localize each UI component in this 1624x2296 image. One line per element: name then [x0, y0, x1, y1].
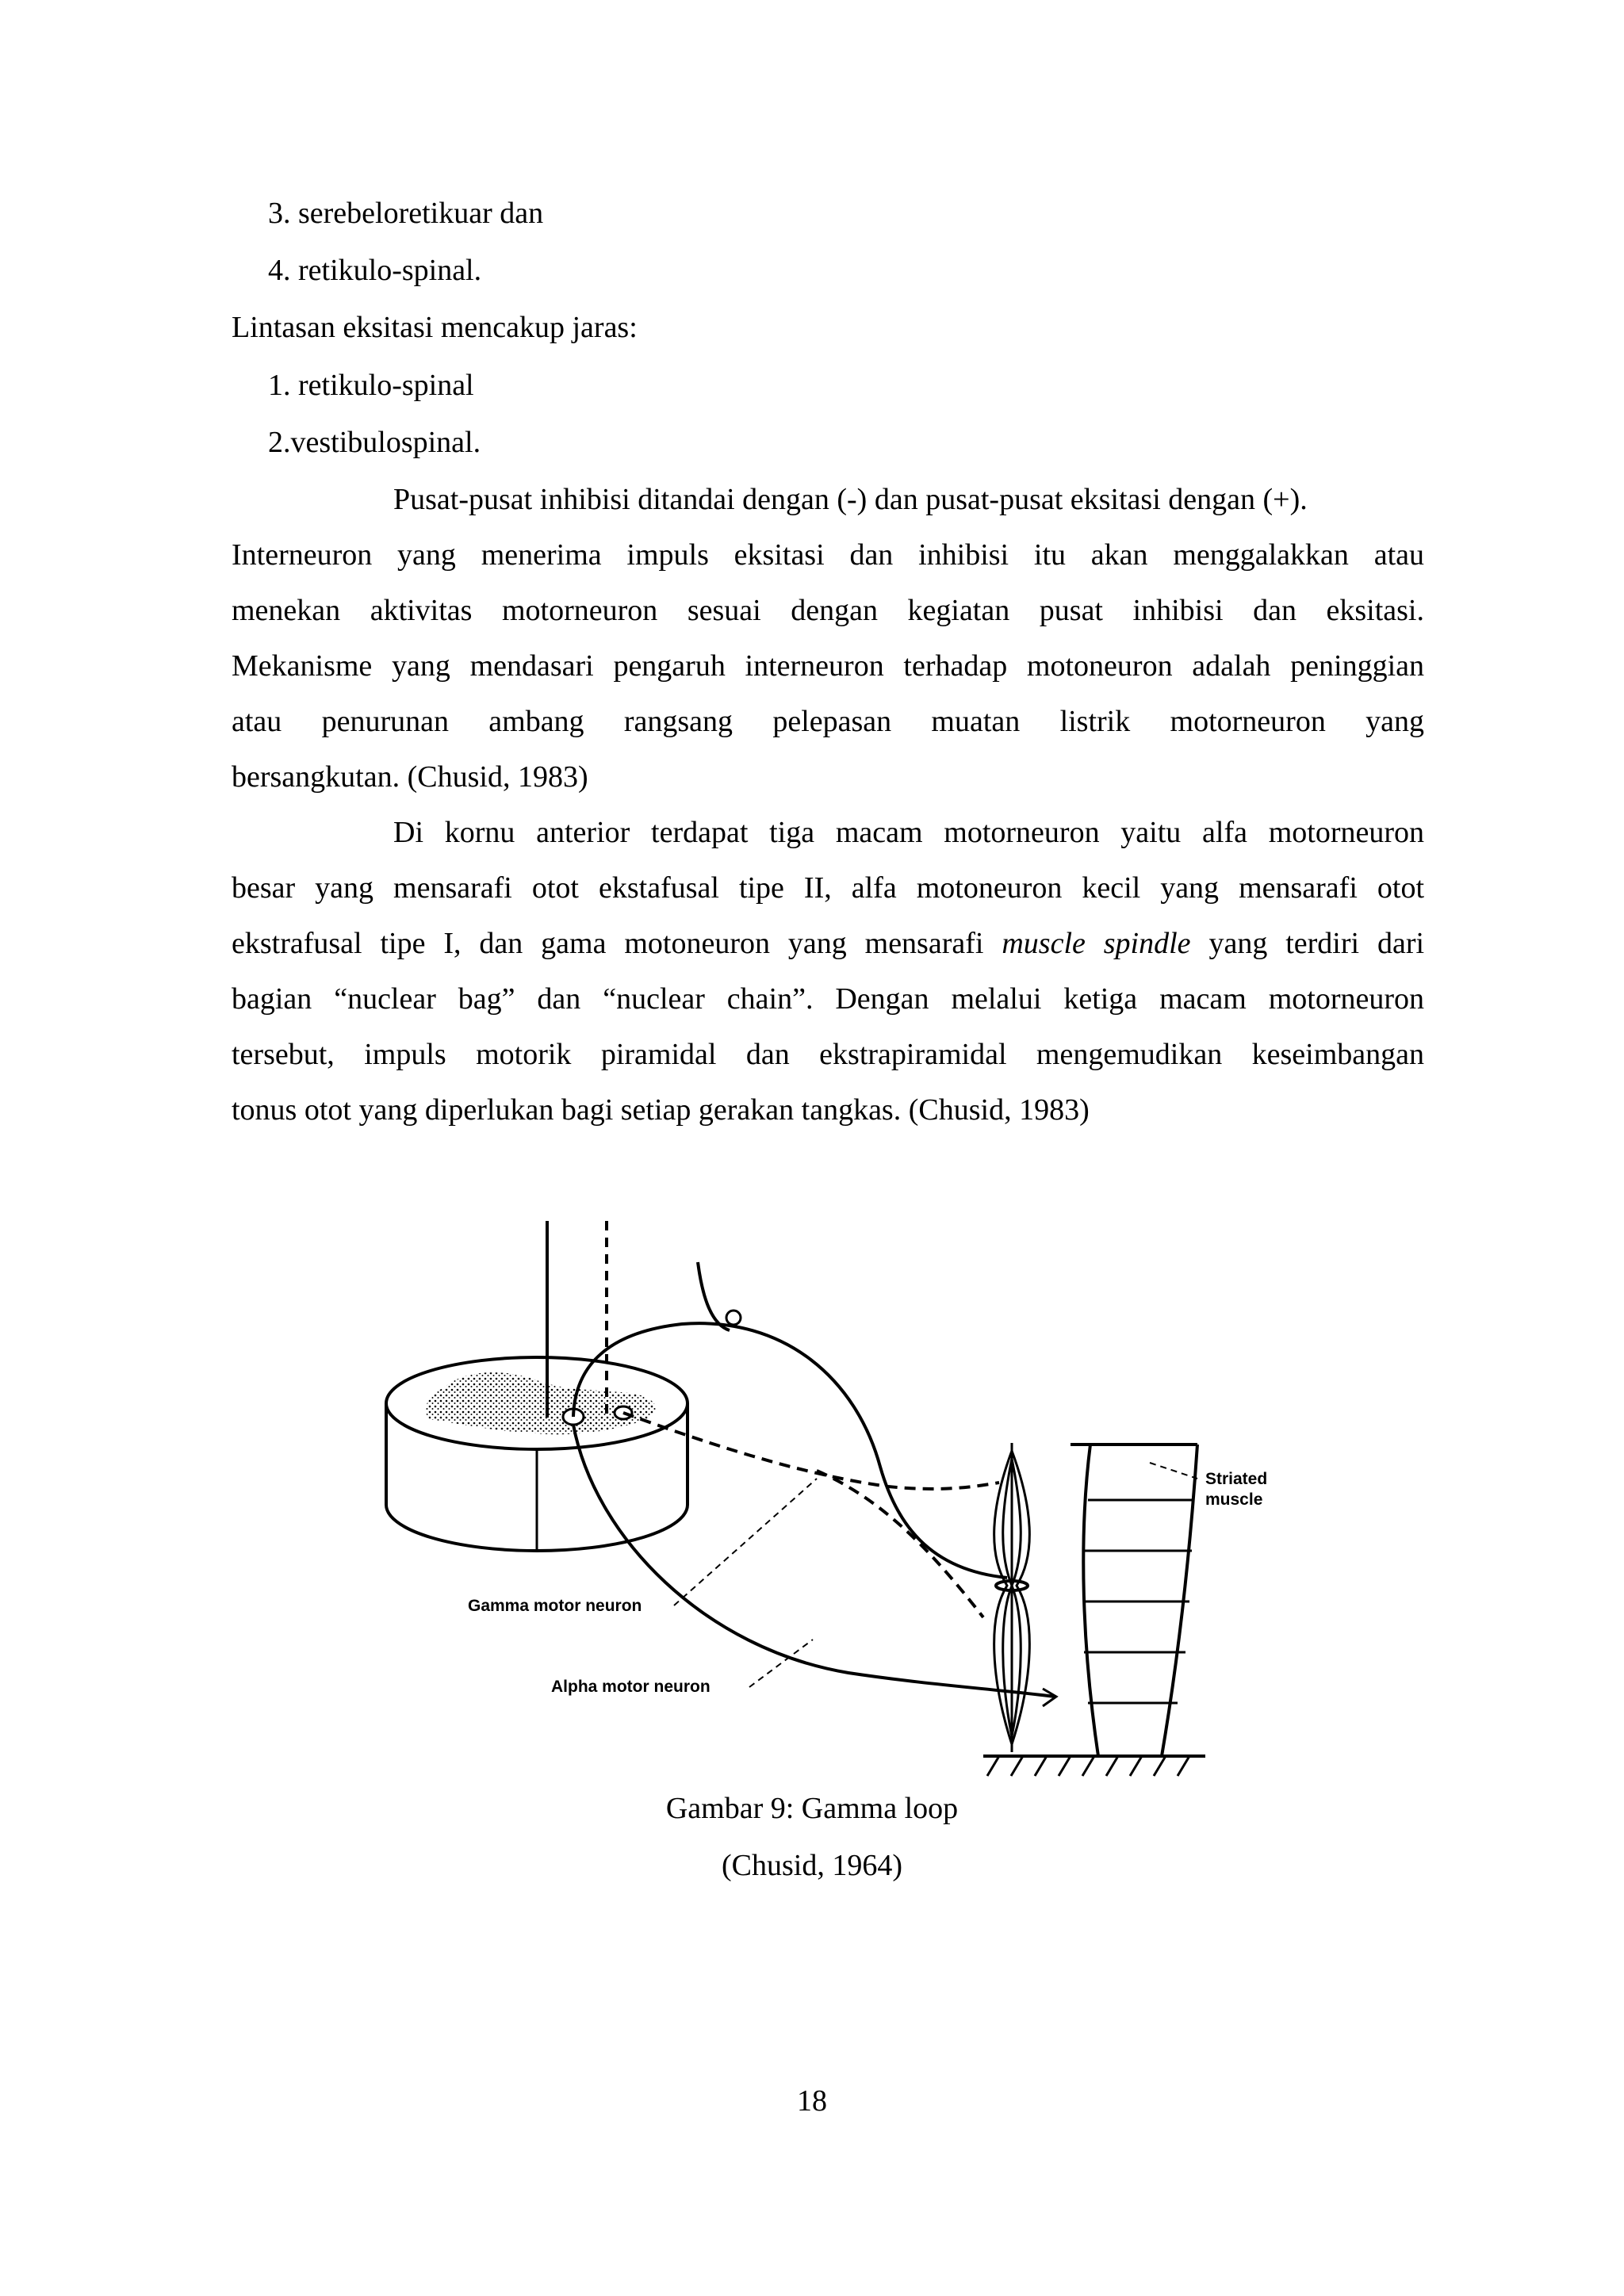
figure-caption-title: Gambar 9: Gamma loop [665, 1792, 959, 1825]
excitation-heading: Lintasan eksitasi mencakup jaras: [232, 311, 638, 344]
alpha-efferent-fiber [573, 1425, 1055, 1697]
para2-line-3-after: yang terdiri dari [1208, 927, 1425, 960]
para2-line-4: bagian “nuclear bag” dan “nuclear chain”. Dengan melalui ketiga macam motorneuron [232, 982, 1424, 1016]
list-item-4: 4. retikulo-spinal. [268, 254, 482, 287]
muscle-spindle [994, 1443, 1030, 1752]
para1-line-1: Pusat-pusat inhibisi ditandai dengan (-) dan pusat-pusat eksitasi dengan (+). [393, 483, 1308, 516]
list-item-1: 1. retikulo-spinal [268, 369, 474, 402]
gamma-loop-figure [373, 1205, 1268, 1760]
tendon-attachment [983, 1756, 1205, 1776]
label-striated-1: Striated [1205, 1470, 1268, 1488]
para2-line-3 [232, 925, 1424, 962]
list-item-3: 3. serebeloretikuar dan [268, 197, 544, 230]
para2-line-3-before: ekstrafusal tipe I, dan gama motoneuron yang mensarafi [232, 927, 984, 960]
ganglion-branch [698, 1262, 730, 1330]
striated-leader [1150, 1463, 1197, 1479]
muscle-spindle-term: muscle spindle [1002, 927, 1191, 960]
gamma-leader [674, 1479, 817, 1605]
gamma-efferent-branch [817, 1471, 983, 1617]
para1-line-2: Interneuron yang menerima impuls eksitasi dan inhibisi itu akan menggalakkan atau [232, 538, 1424, 572]
para1-line-6: bersangkutan. (Chusid, 1983) [232, 760, 588, 794]
label-striated-2: muscle [1205, 1490, 1263, 1509]
list-item-2: 2.vestibulospinal. [268, 426, 481, 459]
dorsal-root-ganglion [726, 1311, 741, 1325]
para1-line-5: atau penurunan ambang rangsang pelepasan muatan listrik motorneuron yang [232, 705, 1424, 738]
para2-line-2: besar yang mensarafi otot ekstafusal tipe II, alfa motoneuron kecil yang mensarafi otot [232, 871, 1424, 905]
page-number: 18 [797, 2084, 827, 2118]
striated-muscle [1071, 1445, 1197, 1756]
para2-line-5: tersebut, impuls motorik piramidal dan ekstrapiramidal mengemudikan keseimbangan [232, 1038, 1424, 1071]
para2-line-6: tonus otot yang diperlukan bagi setiap gerakan tangkas. (Chusid, 1983) [232, 1093, 1090, 1127]
para1-line-3: menekan aktivitas motorneuron sesuai dengan kegiatan pusat inhibisi dan eksitasi. [232, 594, 1424, 627]
label-alpha-motor-neuron: Alpha motor neuron [551, 1678, 710, 1696]
gamma-efferent-fiber [623, 1413, 999, 1489]
para2-line-1: Di kornu anterior terdapat tiga macam motorneuron yaitu alfa motorneuron [393, 816, 1424, 849]
figure-caption-source: (Chusid, 1964) [722, 1849, 902, 1882]
label-gamma-motor-neuron: Gamma motor neuron [468, 1597, 642, 1615]
para1-line-4: Mekanisme yang mendasari pengaruh interneuron terhadap motoneuron adalah peninggian [232, 649, 1424, 683]
